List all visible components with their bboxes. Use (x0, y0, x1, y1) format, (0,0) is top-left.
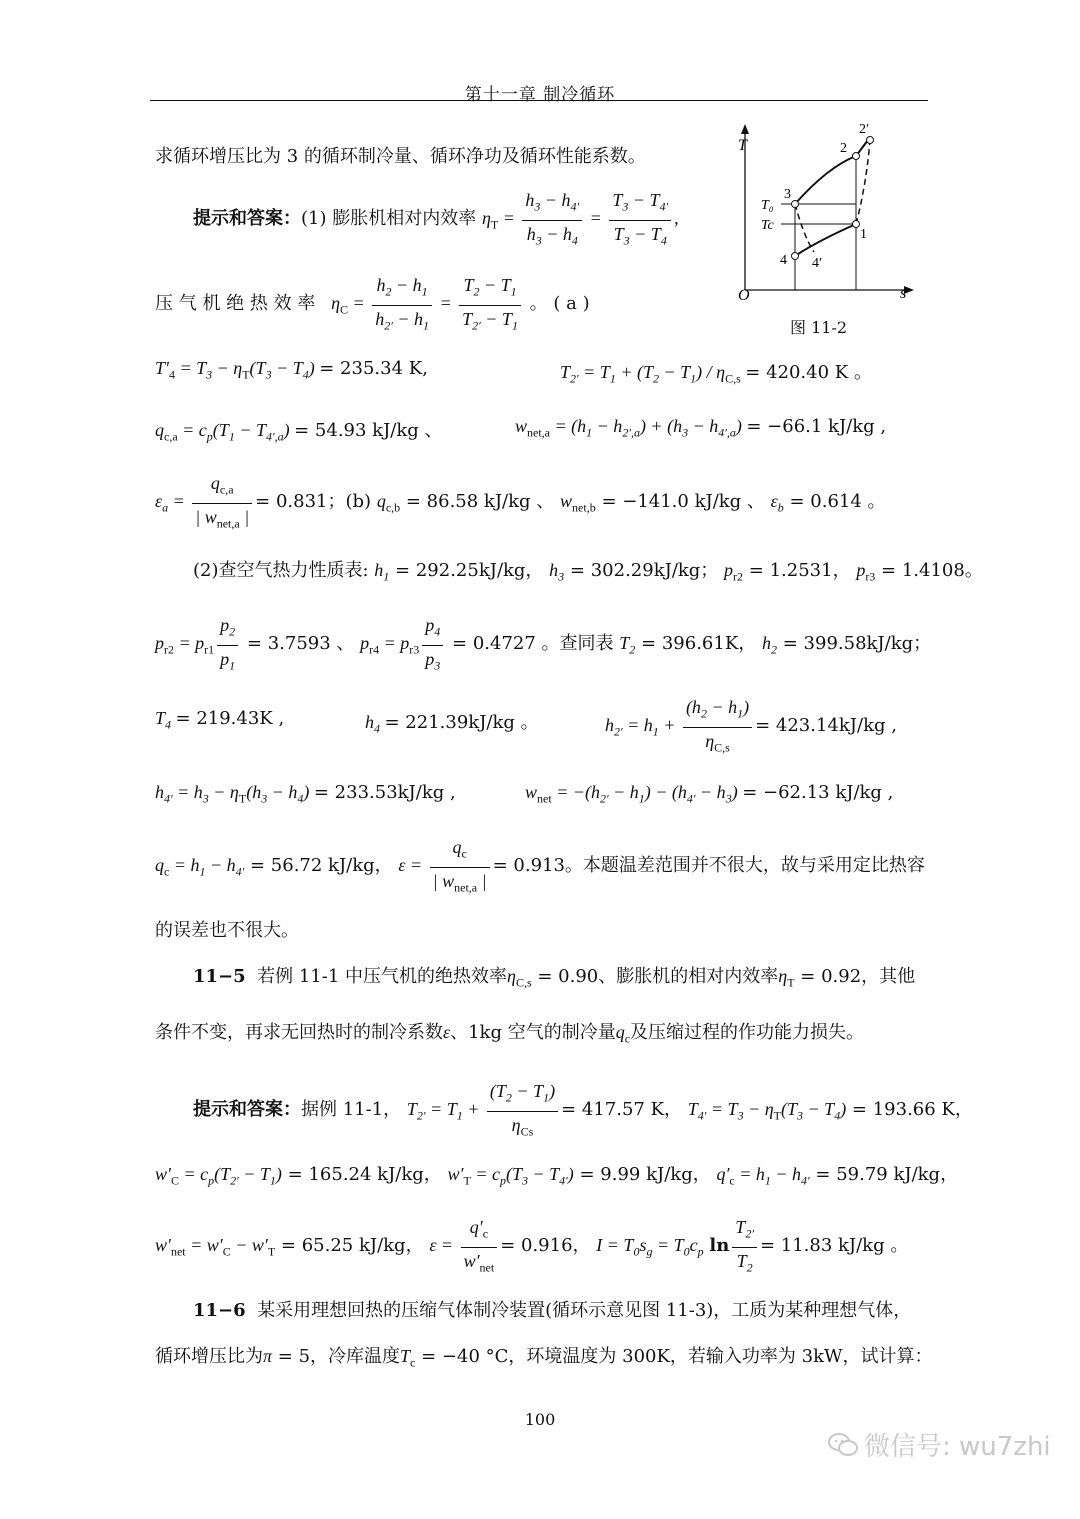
state-point-3 (792, 201, 799, 208)
state-point-2 (853, 153, 860, 160)
header-rule (150, 100, 928, 101)
text-line-7: (2)查空气热力性质表: $h_1 = 292.25kJ/kg$， $h_3 = 302.29kJ/kg$； $p_{r2} = 1.2531$， $p_{r3} = 1.4108$。 (193, 560, 983, 584)
text-line-4b: $T_{2'} = T_1 + (T_2 - T_1) / \eta_{C,s} = 420.40$ K 。 (560, 362, 872, 386)
text-line-9c: $h_{2'} = h_1$ + $\frac{(h_2 - h_1)}{\eta_{C,s}}$ = 423.14kJ/kg , (605, 694, 897, 760)
text-line-10a: $h_{4'} = h_3 - \eta_T(h_3 - h_4) = 233.53kJ/kg$ , (155, 782, 456, 806)
text-line-16: $w'_C = c_p(T_{2'} - T_1) = 165.24$ kJ/kg， $w'_T = c_p(T_3 - T_{4'}) = 9.99$ kJ/kg， $q'_c = h_1 - h_{4'} = 59.79$ kJ/kg， (155, 1164, 959, 1188)
text-line-11: $q_c = h_1 - h_{4'} = 56.72$ kJ/kg， ε = $\frac{q_c}{| w_{net,a} |}$ = 0.913。本题温差范围并不很大，故与采用定比热容 (155, 834, 925, 900)
text-line-19: 循环增压比为π = 5，冷库温度$T_c = -40$ °C，环境温度为 300K，若输入功率为 3kW，试计算： (155, 1346, 933, 1370)
t-axis-arrow (741, 124, 749, 134)
part-a-marker: 。 ( a ) (529, 293, 590, 315)
axis-label-s: s (900, 285, 907, 302)
page-number: 100 (524, 1410, 556, 1429)
hint-label: 提示和答案： (193, 208, 301, 230)
text-line-17: $w'_{net} = w'_C - w'_T = 65.25$ kJ/kg， ε = $\frac{q'_c}{w'_{net}}$ = 0.916， $I = T_0s_g = T_0c_p$ ln $\frac{T_{2'}}{T_2}$ = 11.83 kJ/kg 。 (155, 1214, 908, 1280)
text-line-13: 11−5 若例 11-1 中压气机的绝热效率$\eta_{C,s} = 0.90$、膨胀机的相对内效率$\eta_T = 0.92$，其他 (193, 966, 916, 990)
point-label-1: 1 (860, 227, 867, 242)
watermark-text: 微信号: wu7zhi (864, 1432, 1051, 1462)
text-line-14: 条件不变，再求无回热时的制冷系数ε、1kg 空气的制冷量$q_c$及压缩过程的作功能力损失。 (155, 1022, 865, 1046)
text-line-9b: $h_4 = 221.39kJ/kg$ 。 (365, 712, 539, 736)
text-line-2 (193, 187, 679, 253)
point-label-4: 4 (780, 253, 787, 268)
eta-t-formula: $\eta_T$ = $\frac{h_3 - h_{4'}}{h_3 - h_4}$ = $\frac{T_3 - T_{4'}}{T_3 - T_4}$ , (482, 208, 679, 228)
wechat-icon (828, 1432, 858, 1458)
problem-number-11-6: 11−6 (193, 1300, 246, 1321)
text-line-6: $\varepsilon_a$ = $\frac{q_{c,a}}{| w_{net,a} |}$ = 0.831；(b) $q_{c,b} = 86.58$ kJ/kg 、 $w_{net,b} = -141.0$ kJ/kg 、 $\varepsilon_b = 0.614$ 。 (155, 470, 886, 536)
label-tc: Tc (761, 218, 774, 233)
isobar-4-1 (795, 224, 856, 256)
text-line-5a: $q_{c,a} = c_p(T_1 - T_{4',a}) = 54.93$ kJ/kg 、 (155, 420, 443, 444)
point-label-4prime: 4′ (812, 256, 823, 271)
figure-caption: 图 11-2 (790, 318, 848, 337)
text-line-18: 11−6 某采用理想回热的压缩气体制冷装置(循环示意见图 11-3)，工质为某种理想气体， (193, 1300, 912, 1321)
label-t0: T₀ (761, 198, 774, 213)
expansion-3-4prime (795, 204, 814, 252)
problem-number-11-5: 11−5 (193, 966, 246, 987)
state-point-1 (853, 221, 860, 228)
point-label-2: 2 (840, 141, 847, 156)
wechat-watermark (828, 1426, 1051, 1463)
state-point-4 (792, 253, 799, 260)
text-line-9a: $T_4 = 219.43K$ , (155, 708, 285, 732)
text-line-5b: $w_{net,a} = (h_1 - h_{2',a}) + (h_3 - h_{4',a}) = -66.1$ kJ/kg , (515, 416, 887, 440)
axis-label-t: T (738, 137, 747, 154)
ts-diagram-figure (728, 118, 938, 308)
isobar-2-3 (795, 156, 856, 204)
text-line-4a: $T'_4 = T_3 - \eta_T(T_3 - T_4) = 235.34$ K, (155, 358, 428, 382)
eta-c-formula: $\eta_C$ = $\frac{h_2 - h_1}{h_{2'} - h_1}$ = $\frac{T_2 - T_1}{T_{2'} - T_1}$ (331, 293, 524, 313)
text-line-10b: $w_{net} = -(h_{2'} - h_1) - (h_{4'} - h_3) = -62.13$ kJ/kg , (525, 782, 894, 806)
text-line-12: 的误差也不很大。 (155, 920, 299, 941)
point-label-3: 3 (784, 187, 791, 202)
text-line-8: $p_{r2} = p_{r1}$ $\frac{p_2}{p_1}$ = 3.7593 、 $p_{r4} = p_{r3}$ $\frac{p_4}{p_3}$ = 0.4727 。查同表 $T_2 = 396.61K$， $h_2 = 399.58kJ/kg$； (155, 612, 931, 678)
text-line-1: 求循环增压比为 3 的循环制冷量、循环净功及循环性能系数。 (155, 146, 646, 167)
chapter-header: 第十一章 制冷循环 (464, 85, 616, 105)
text-line-15: 提示和答案：据例 11-1， $T_{2'} = T_1$ + $\frac{(T_2 - T_1)}{\eta_{Cs}}$ = 417.57 K， $T_{4'} = T_3 - \eta_T(T_3 - T_4) = 193.66$ K， (193, 1078, 973, 1144)
compressor-efficiency-intro: 压 气 机 绝 热 效 率 (155, 293, 316, 315)
state-point-2prime (867, 137, 874, 144)
origin-label: O (738, 287, 750, 304)
turbine-efficiency-intro: (1) 膨胀机相对内效率 (301, 208, 477, 230)
text-line-3 (155, 272, 590, 338)
point-label-2prime: 2′ (859, 122, 870, 137)
